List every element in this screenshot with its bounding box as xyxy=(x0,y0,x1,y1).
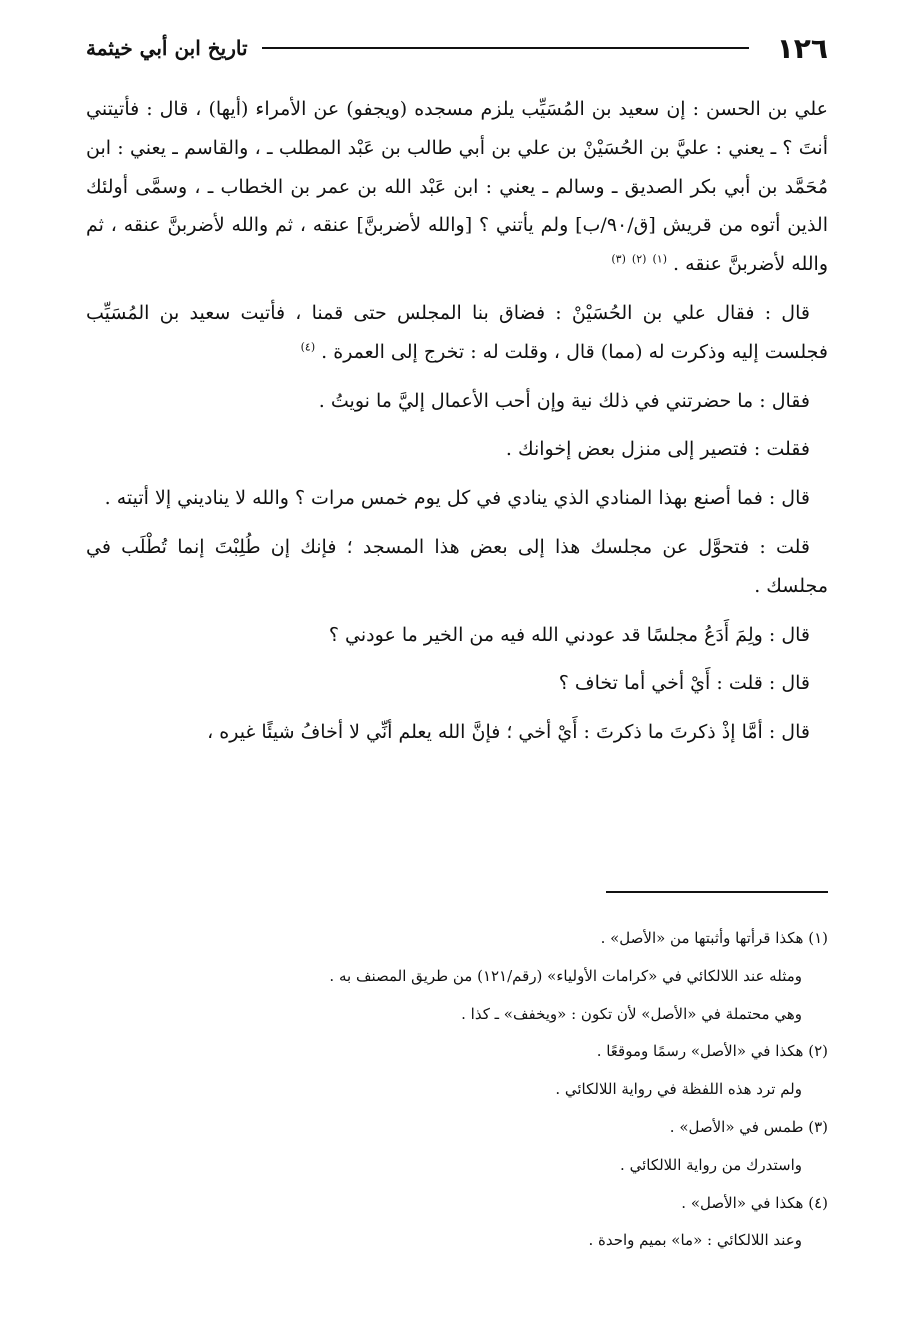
footnote-marker: (٣) xyxy=(611,252,626,266)
paragraph xyxy=(86,382,828,421)
paragraph-text: قال : أمَّا إذْ ذكرتَ ما ذكرتَ : أَيْ أخي ؛ فإنَّ الله يعلم أنِّي لا أخافُ شيئًا غيره ، xyxy=(207,721,810,744)
footnote-marker: (١) xyxy=(652,252,667,266)
paragraph-text: قلت : فتحوَّل عن مجلسك هذا إلى بعض هذا المسجد ؛ فإنك إن طُلِبْتَ إنما تُطْلَب في مجلسك . xyxy=(86,535,828,597)
paragraph xyxy=(86,713,828,752)
paragraph xyxy=(86,479,828,518)
paragraph xyxy=(86,90,828,284)
paragraph-text: قال : فقال علي بن الحُسَيْنْ : فضاق بنا المجلس حتى قمنا ، فأتيت سعيد بن المُسَيِّب فجلست إليه وذكرت له (مما) قال ، وقلت له : تخرج إلى العمرة . xyxy=(86,301,828,363)
paragraph xyxy=(86,616,828,655)
paragraph xyxy=(86,528,828,606)
paragraph-text: قال : فما أصنع بهذا المنادي الذي ينادي في كل يوم خمس مرات ؟ والله لا يناديني إلا أتيته . xyxy=(104,487,810,510)
page-header xyxy=(86,26,828,70)
paragraph-text: فقال : ما حضرتني في ذلك نية وإن أحب الأعمال إليَّ ما نويتُ . xyxy=(318,389,810,412)
footnote-line: (٣) طمس في «الأصل» . xyxy=(669,1117,828,1136)
footnote-line: واستدرك من رواية اللالكائي . xyxy=(620,1155,802,1174)
footnote-line: (٤) هكذا في «الأصل» . xyxy=(681,1193,828,1212)
paragraph xyxy=(86,430,828,469)
paragraph xyxy=(86,664,828,703)
footnote-line: وهي محتملة في «الأصل» لأن تكون : «ويخفف» ـ كذا . xyxy=(461,1004,802,1023)
paragraph-text: فقلت : فتصير إلى منزل بعض إخوانك . xyxy=(505,438,810,461)
footnote-marker: (٤) xyxy=(300,340,316,354)
footnote-line: ولم ترد هذه اللفظة في رواية اللالكائي . xyxy=(555,1080,802,1099)
footnotes xyxy=(86,920,828,1260)
header-rule xyxy=(262,47,749,49)
footnote-line: ومثله عند اللالكائي في «كرامات الأولياء» (رقم/١٢١) من طريق المصنف به . xyxy=(329,966,802,985)
paragraph-text: قال : ولِمَ أَدَعُ مجلسًا قد عودني الله فيه من الخير ما عودني ؟ xyxy=(328,623,810,646)
paragraph xyxy=(86,294,828,372)
footnote-line: وعند اللالكائي : «ما» بميم واحدة . xyxy=(588,1231,802,1250)
main-text xyxy=(86,90,828,752)
page-number: ١٢٦ xyxy=(776,31,828,65)
footnote-separator xyxy=(606,891,828,893)
footnote-line: (١) هكذا قرأتها وأثبتها من «الأصل» . xyxy=(600,929,828,947)
footnote-marker: (٢) xyxy=(631,252,647,266)
running-title: تاريخ ابن أبي خيثمة xyxy=(86,36,248,60)
paragraph-text: قال : قلت : أَيْ أخي أما تخاف ؟ xyxy=(558,672,810,695)
footnote-line: (٢) هكذا في «الأصل» رسمًا وموقعًا . xyxy=(596,1042,828,1061)
paragraph-text: علي بن الحسن : إن سعيد بن المُسَيِّب يلزم مسجده (ويجفو) عن الأمراء (أيها) ، قال : فأتيتني أنتَ ؟ ـ يعني : عليَّ بن الحُسَيْنْ بن علي بن أبي طالب بن عَبْد المطلب ـ ، والقاسم ـ يعني : ابن مُحَمَّد بن أبي بكر الصديق ـ وسالم ـ يعني : ابن عَبْد الله بن عمر بن الخطاب ـ ، وسمَّى أولئك الذين أتوه من قريش [ق/٩٠/ب] ولم يأتني ؟ [والله لأضربنَّ] عنقه ، ثم والله لأضربنَّ عنقه ، ثم والله لأضربنَّ عنقه . xyxy=(86,98,829,276)
